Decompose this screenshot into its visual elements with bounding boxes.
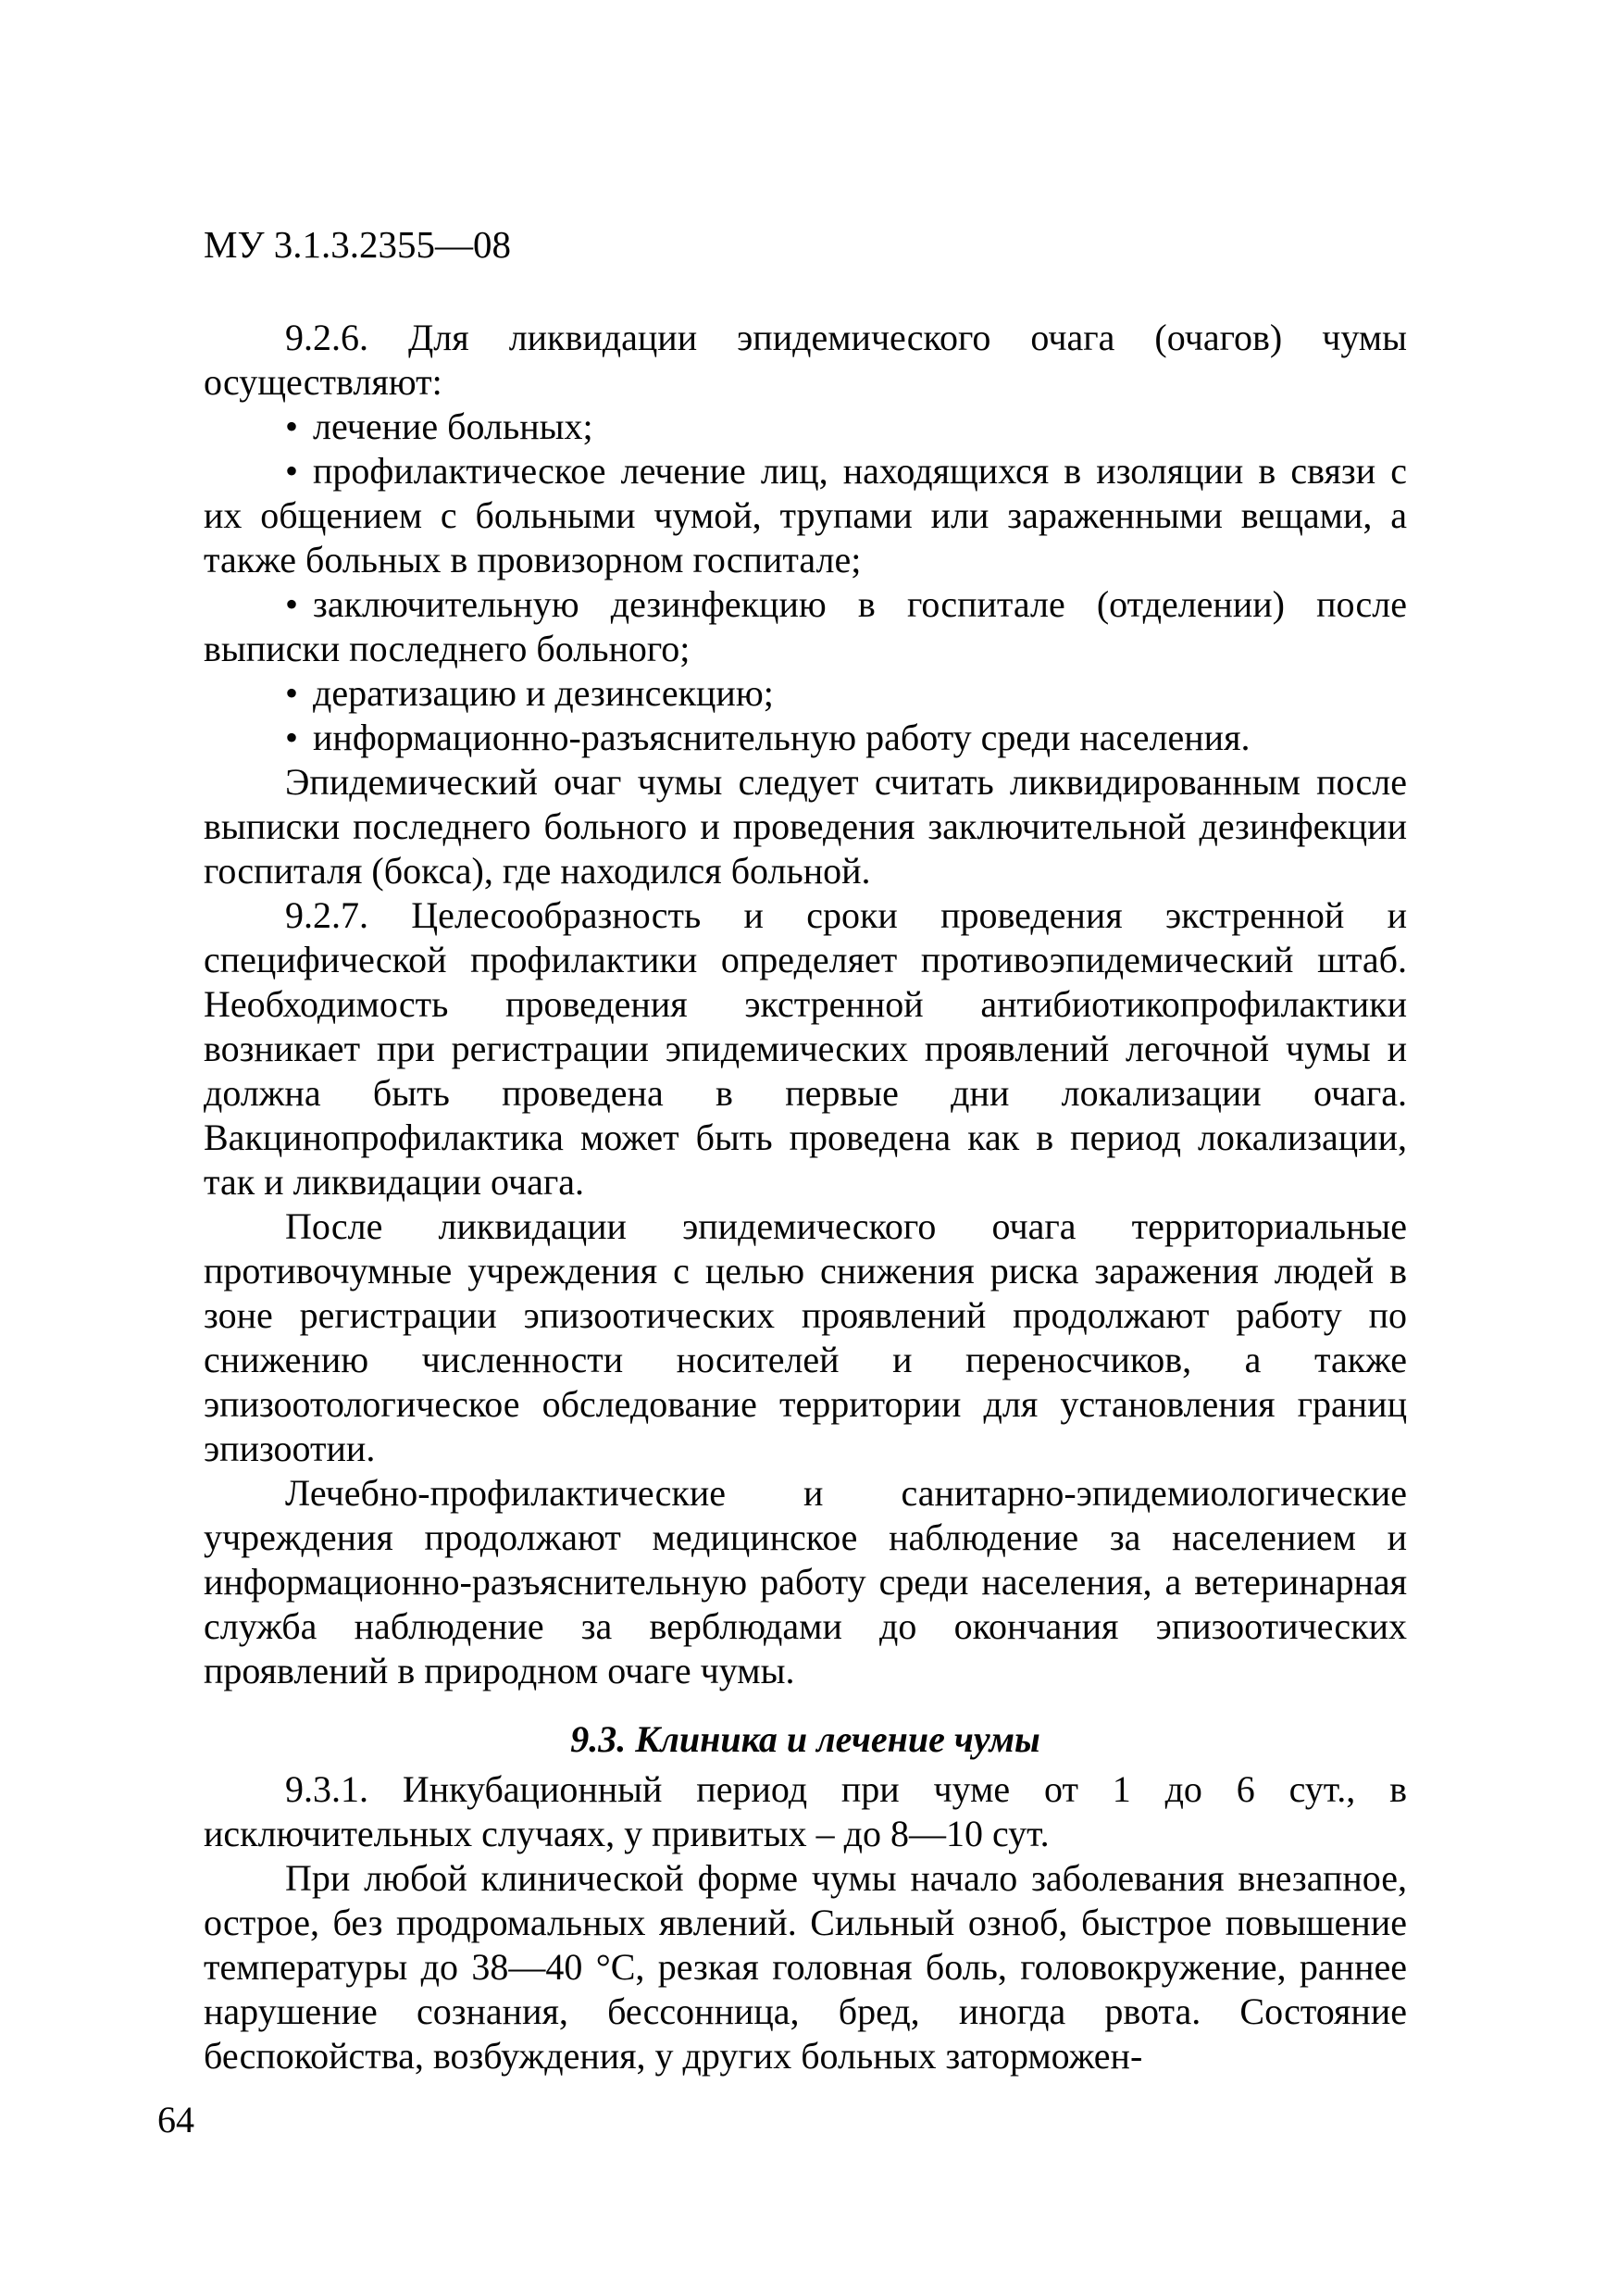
paragraph-9-2-6-closing: Эпидемический очаг чумы следует считать ликвидированным после выписки последнего больного и проведения заключительной дезинфекции госпиталя (бокса), где находился больной. (204, 761, 1407, 892)
paragraph-clinical-onset: При любой клинической форме чумы начало заболевания внезапное, острое, без продромальных явлений. Сильный озноб, быстрое повышение температуры до 38—40 °С, резкая головная боль, головокружение, раннее нарушение сознания, бессонница, бред, иногда рвота. Состояние беспокойства, возбуждения, у других больных заторможен- (204, 1857, 1407, 2077)
section-heading-9-3: 9.3. Клиника и лечение чумы (570, 1718, 1040, 1760)
bullet-icon: • (285, 717, 299, 758)
paragraph-9-3-1: 9.3.1. Инкубационный период при чуме от 1 до 6 сут., в исключительных случаях, у привитых – до 8—10 сут. (204, 1768, 1407, 1854)
bullet-icon: • (285, 583, 299, 625)
bullet-item-5 (204, 716, 1407, 760)
bullet-item-3 (204, 582, 1407, 671)
bullet-icon: • (285, 450, 299, 492)
bullet-icon: • (285, 406, 299, 447)
paragraph-medical-observation: Лечебно-профилактические и санитарно-эпидемиологические учреждения продолжают медицинское наблюдение за населением и информационно-разъяснительную работу среди населения, а ветеринарная служба наблюдение за верблюдами до окончания эпизоотических проявлений в природном очаге чумы. (204, 1472, 1407, 1691)
bullet-item-4-text: дератизацию и дезинсекцию; (313, 672, 774, 714)
paragraph-post-liquidation: После ликвидации эпидемического очага территориальные противочумные учреждения с целью снижения риска заражения людей в зоне регистрации эпизоотических проявлений продолжают работу по снижению численности носителей и переносчиков, а также эпизоотологическое обследование территории для установления границ эпизоотии. (204, 1205, 1407, 1469)
document-body (204, 316, 1407, 2078)
bullet-item-1 (204, 405, 1407, 449)
bullet-item-1-text: лечение больных; (313, 406, 593, 447)
bullet-icon: • (285, 672, 299, 714)
page-number: 64 (157, 2099, 194, 2140)
paragraph-9-2-7: 9.2.7. Целесообразность и сроки проведения экстренной и специфической профилактики определяет противоэпидемический штаб. Необходимость проведения экстренной антибиотикопрофилактики возникает при регистрации эпидемических проявлений легочной чумы и должна быть проведена в первые дни локализации очага. Вакцинопрофилактика может быть проведена как в период локализации, так и ликвидации очага. (204, 894, 1407, 1203)
document-code-header: МУ 3.1.3.2355—08 (204, 223, 511, 266)
bullet-item-4 (204, 671, 1407, 716)
bullet-item-3-text: заключительную дезинфекцию в госпитале (отделении) после выписки последнего больного; (204, 583, 1407, 669)
bullet-item-5-text: информационно-разъяснительную работу среди населения. (313, 717, 1251, 758)
bullet-item-2 (204, 449, 1407, 582)
paragraph-9-2-6-intro: 9.2.6. Для ликвидации эпидемического очага (очагов) чумы осуществляют: (204, 317, 1407, 403)
bullet-item-2-text: профилактическое лечение лиц, находящихся в изоляции в связи с их общением с больными чумой, трупами или зараженными вещами, а также больных в провизорном госпитале; (204, 450, 1407, 580)
